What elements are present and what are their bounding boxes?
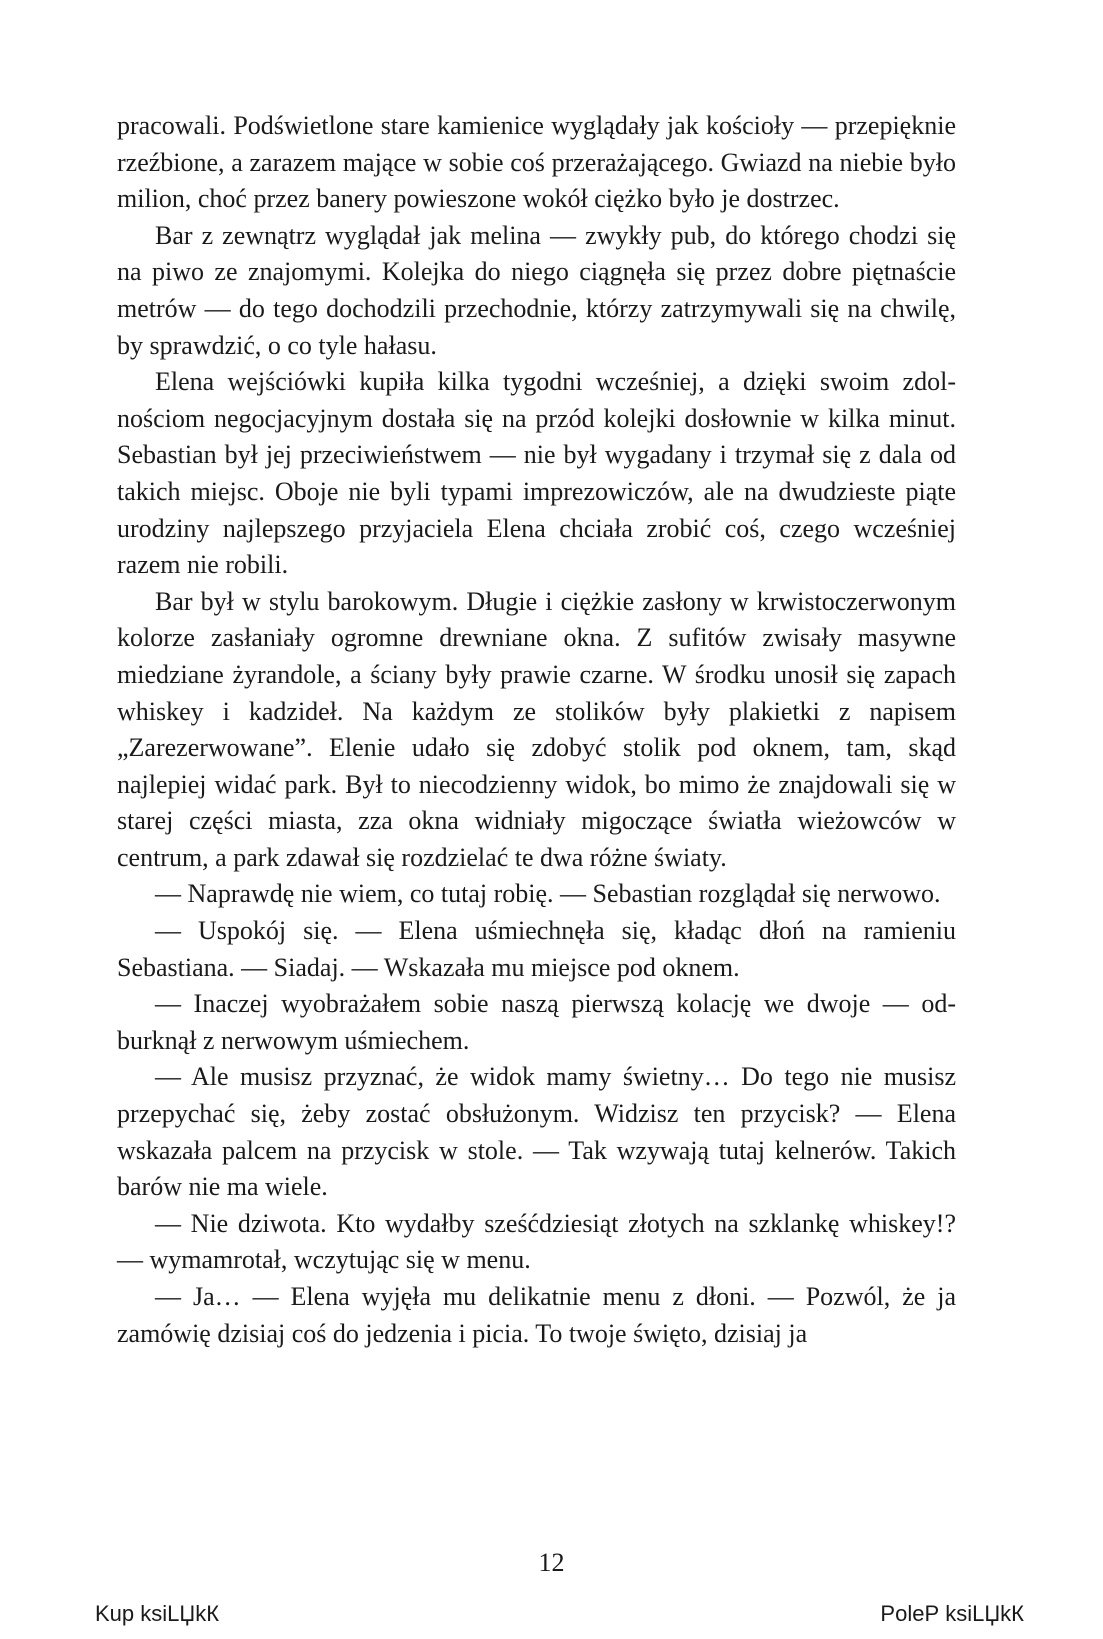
paragraph: Bar z zewnątrz wyglądał jak melina — zwykły pub, do którego chodzi się na piwo ze znajomymi. Kolejka do niego ciągnęła się przez dobre piętnaście metrów — do tego dochodzili przechodnie, którzy zatrzymywali się na chwilę, by sprawdzić, o co tyle hałasu. — [117, 220, 956, 360]
paragraph: Elena wejściówki kupiła kilka tygodni wcześniej, a dzięki swoim zdolnościom negocjacyjnym dostała się na przód kolejki dosłownie w kilka minut. Sebastian był jej przeciwieństwem — nie był wygadany i trzymał się z dala od takich miejsc. Oboje nie byli typami imprezowiczów, ale na dwudzieste piąte urodziny najlepszego przyjaciela Elena chciała zrobić coś, czego wcześniej razem nie robili. — [117, 367, 956, 580]
paragraph: — Uspokój się. — Elena uśmiechnęła się, kładąc dłoń na ramieniu Sebastiana. — Siadaj. — Wskazała mu miejsce pod oknem. — [117, 916, 956, 982]
footer-recommend-book-link[interactable]: PoleР ksiLЏkК — [880, 1601, 1024, 1626]
page-body — [117, 108, 956, 1352]
paragraph: — Ale musisz przyznać, że widok mamy świetny… Do tego nie musisz przepychać się, żeby zostać obsłużonym. Widzisz ten przycisk? — Elena wskazała palcem na przycisk w stole. — Tak wzywają tutaj kelnerów. Takich barów nie ma wiele. — [117, 1062, 956, 1202]
footer-buy-book-link[interactable]: Kup ksiLЏkК — [95, 1601, 220, 1626]
paragraph: — Ja… — Elena wyjęła mu delikatnie menu z dłoni. — Pozwól, że ja zamówię dzisiaj coś do jedzenia i picia. To twoje święto, dzisiaj ja — [117, 1282, 956, 1348]
paragraph: — Nie dziwota. Kto wydałby sześćdziesiąt złotych na szklankę whiskey!? — wymamrotał, wczytując się w menu. — [117, 1208, 956, 1275]
paragraph: Bar był w stylu barokowym. Długie i ciężkie zasłony w krwistoczerwonym kolorze zasłaniały ogromne drewniane okna. Z sufitów zwisały masywne miedziane żyrandole, a ściany były prawie czarne. W środku unosił się zapach whiskey i kadzideł. Na każdym ze stolików były plakietki z napisem „Zarezerwowane”. Elenie udało się zdobyć stolik pod oknem, tam, skąd najlepiej widać park. Był to niecodzienny widok, bo mimo że znajdowali się w starej części miasta, zza okna widniały migoczące światła wieżowców w centrum, a park zdawał się rozdzielać te dwa różne światy. — [117, 586, 956, 872]
paragraph: — Inaczej wyobrażałem sobie naszą pierwszą kolację we dwoje — odburknął z nerwowym uśmiechem. — [117, 989, 956, 1055]
paragraph: — Naprawdę nie wiem, co tutaj robię. — Sebastian rozglądał się nerwowo. — [155, 879, 941, 909]
page-number: 12 — [538, 1548, 565, 1577]
paragraph: pracowali. Podświetlone stare kamienice wyglądały jak kościoły — przepięknie rzeźbione, a zarazem mające w sobie coś przerażającego. Gwiazd na niebie było milion, choć przez banery powieszone wokół ciężko było je dostrzec. — [117, 111, 956, 214]
